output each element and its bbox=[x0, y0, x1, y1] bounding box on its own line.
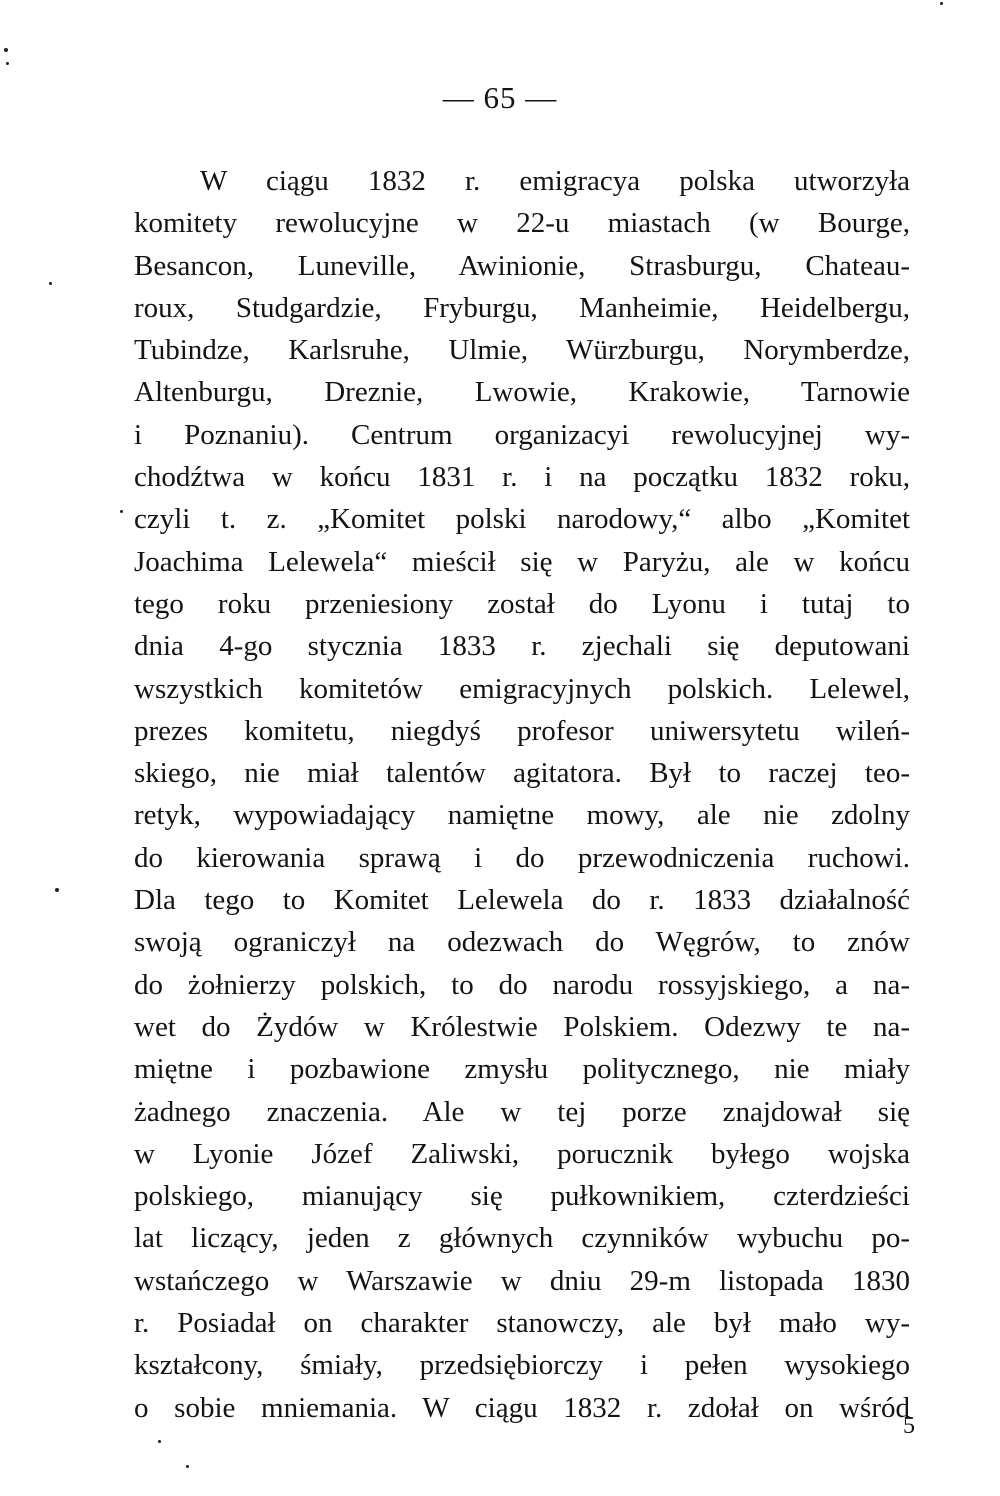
text-line: wszystkich komitetów emigracyjnych polskich. Lelewel, bbox=[134, 672, 910, 705]
text-line: Altenburgu, Dreznie, Lwowie, Krakowie, Tarnowie bbox=[134, 376, 910, 409]
text-line: polskiego, mianujący się pułkownikiem, czterdzieści bbox=[134, 1180, 910, 1213]
text-line: w Lyonie Józef Zaliwski, porucznik byłego wojska bbox=[134, 1137, 910, 1170]
body-text bbox=[134, 160, 910, 1429]
text-line: wet do Żydów w Królestwie Polskiem. Odezwy te na- bbox=[134, 1010, 910, 1043]
scan-speck bbox=[186, 1465, 189, 1468]
text-line: dnia 4-go stycznia 1833 r. zjechali się deputowani bbox=[134, 630, 910, 663]
text-line: komitety rewolucyjne w 22-u miastach (w Bourge, bbox=[134, 207, 910, 240]
text-line: roux, Studgardzie, Fryburgu, Manheimie, Heidelbergu, bbox=[134, 291, 910, 324]
text-line: Besancon, Luneville, Awinionie, Strasburgu, Chateau- bbox=[134, 249, 910, 282]
text-line: Dla tego to Komitet Lelewela do r. 1833 działalność bbox=[134, 884, 910, 917]
scan-speck bbox=[55, 888, 59, 892]
text-line: W ciągu 1832 r. emigracya polska utworzyła bbox=[200, 165, 910, 197]
text-line: skiego, nie miał talentów agitatora. Był to raczej teo- bbox=[134, 757, 910, 790]
text-line: Joachima Lelewela“ mieścił się w Paryżu, ale w końcu bbox=[134, 545, 910, 578]
text-line: Tubindze, Karlsruhe, Ulmie, Würzburgu, Norymberdze, bbox=[134, 334, 910, 367]
text-line: do kierowania sprawą i do przewodniczenia ruchowi. bbox=[134, 841, 910, 874]
scan-speck bbox=[940, 2, 943, 5]
text-line: do żołnierzy polskich, to do narodu rossyjskiego, a na- bbox=[134, 968, 910, 1001]
scan-speck bbox=[4, 48, 8, 52]
text-line: swoją ograniczył na odezwach do Węgrów, to znów bbox=[134, 926, 910, 959]
scan-speck bbox=[120, 510, 123, 513]
text-line: lat liczący, jeden z głównych czynników wybuchu po- bbox=[134, 1222, 910, 1255]
text-line: miętne i pozbawione zmysłu politycznego, nie miały bbox=[134, 1053, 910, 1086]
text-line: czyli t. z. „Komitet polski narodowy,“ albo „Komitet bbox=[134, 503, 910, 536]
text-line: wstańczego w Warszawie w dniu 29-m listopada 1830 bbox=[134, 1264, 910, 1297]
text-line: retyk, wypowiadający namiętne mowy, ale nie zdolny bbox=[134, 799, 910, 832]
scan-speck bbox=[6, 62, 9, 65]
text-line: prezes komitetu, niegdyś profesor uniwersytetu wileń- bbox=[134, 714, 910, 747]
scan-speck bbox=[49, 282, 52, 285]
text-line: o sobie mniemania. W ciągu 1832 r. zdołał on wśród bbox=[134, 1391, 910, 1424]
text-line: r. Posiadał on charakter stanowczy, ale był mało wy- bbox=[134, 1307, 910, 1340]
text-line: i Poznaniu). Centrum organizacyi rewolucyjnej wy- bbox=[134, 418, 910, 451]
scan-speck bbox=[158, 1440, 161, 1443]
text-line: kształcony, śmiały, przedsiębiorczy i pełen wysokiego bbox=[134, 1349, 910, 1382]
text-line: żadnego znaczenia. Ale w tej porze znajdował się bbox=[134, 1095, 910, 1128]
text-line: chodźtwa w końcu 1831 r. i na początku 1832 roku, bbox=[134, 461, 910, 494]
text-line: tego roku przeniesiony został do Lyonu i tutaj to bbox=[134, 587, 910, 620]
signature-mark: 5 bbox=[903, 1413, 915, 1439]
page-number-header: — 65 — bbox=[442, 80, 558, 115]
